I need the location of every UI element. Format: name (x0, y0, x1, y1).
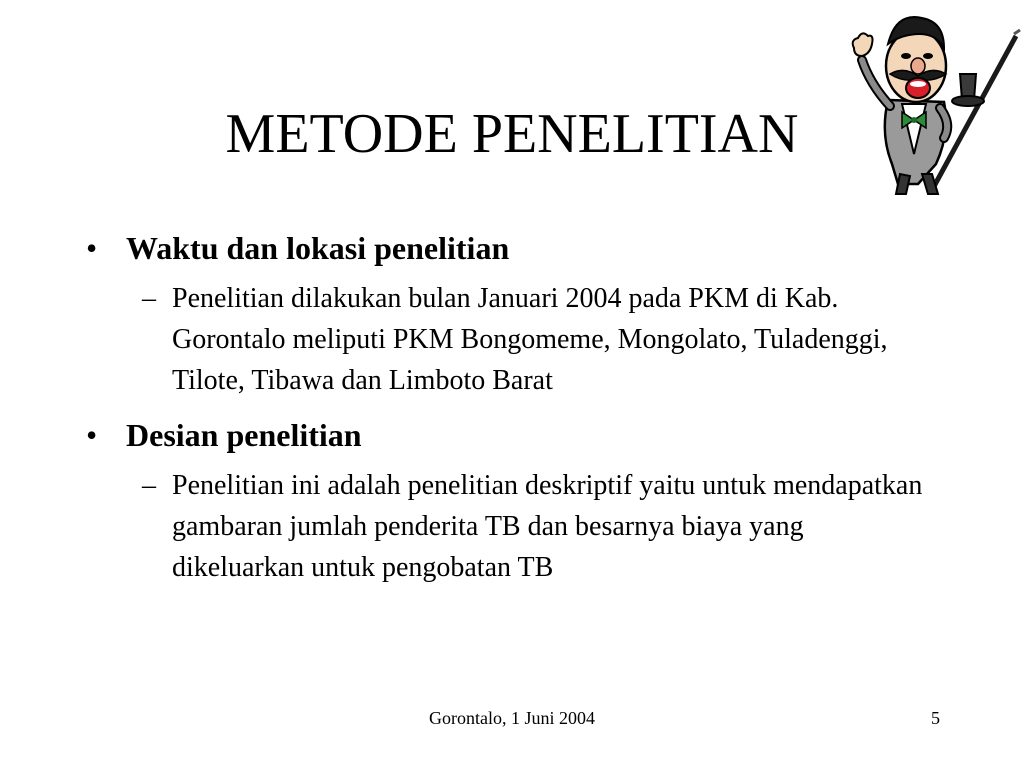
dash-icon: – (142, 470, 156, 501)
sub-bullet-text: Penelitian dilakukan bulan Januari 2004 pada PKM di Kab. Gorontalo meliputi PKM Bongomeme, Mongolato, Tuladenggi, Tilote, Tibawa dan Limboto Barat (172, 283, 888, 396)
slide-content (86, 228, 946, 588)
bullet-icon: • (86, 417, 98, 453)
sub-bullet-text: Penelitian ini adalah penelitian deskriptif yaitu untuk mendapatkan gambaran jumlah penderita TB dan besarnya biaya yang dikeluarkan untuk pengobatan TB (172, 470, 923, 583)
sub-bullet-item (126, 278, 932, 401)
bullet-heading: Waktu dan lokasi penelitian (126, 230, 510, 266)
footer-date: Gorontalo, 1 Juni 2004 (429, 708, 595, 728)
dash-icon: – (142, 283, 156, 314)
cartoon-presenter-icon (840, 4, 1022, 198)
bullet-icon: • (86, 230, 98, 266)
bullet-heading: Desian penelitian (126, 417, 362, 453)
sub-bullet-item (126, 465, 932, 588)
page-number: 5 (931, 708, 940, 728)
bullet-item-waktu (86, 228, 946, 268)
slide-title: METODE PENELITIAN (225, 103, 799, 165)
bullet-item-desain (86, 415, 946, 455)
